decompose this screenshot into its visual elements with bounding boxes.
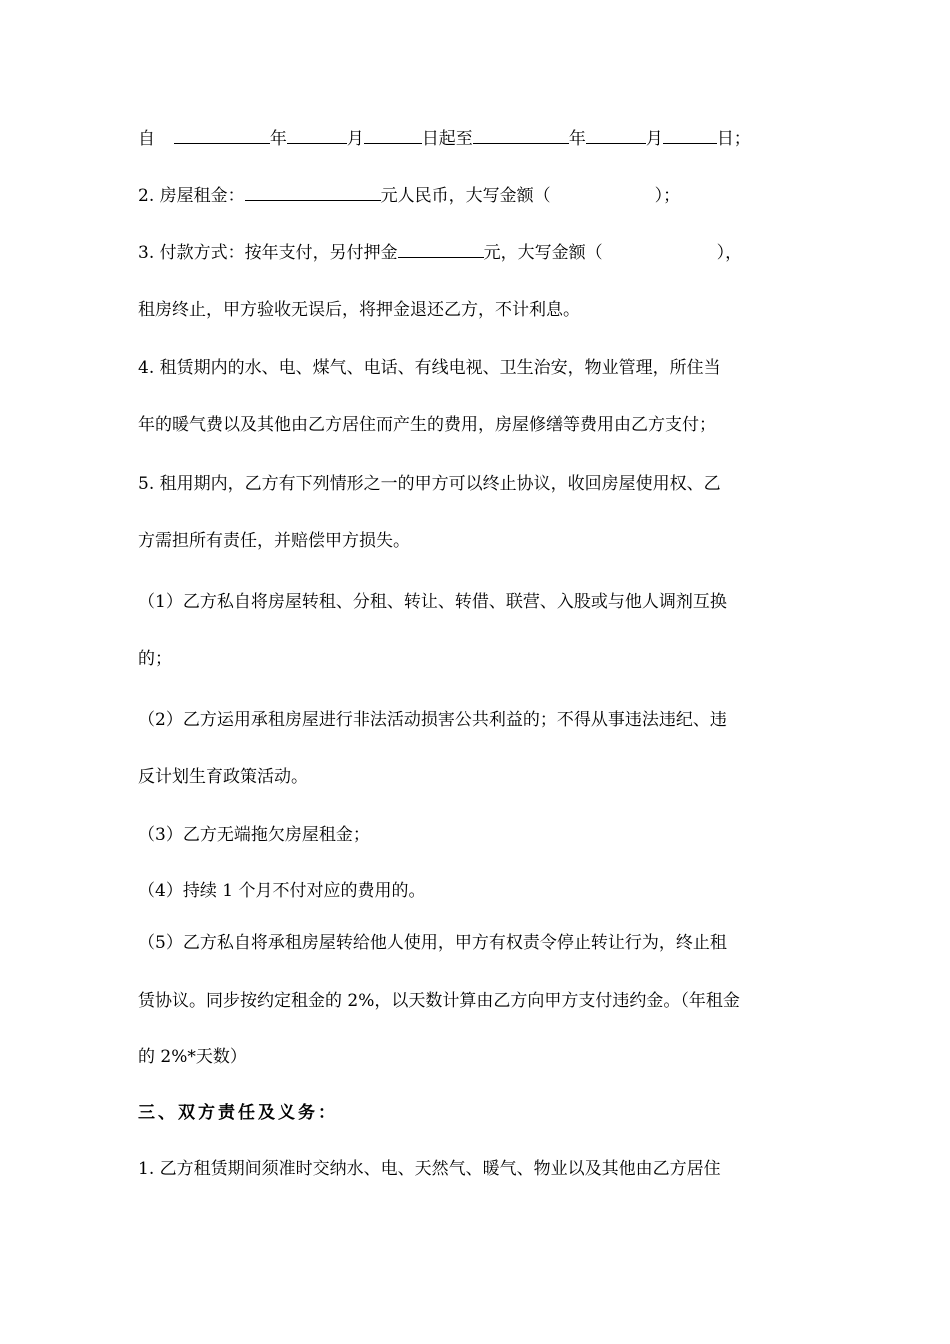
responsibility-1-line: 1. 乙方租赁期间须准时交纳水、电、天然气、暖气、物业以及其他由乙方居住 [138, 1159, 721, 1179]
item-4-line: （4）持续 1 个月不付对应的费用的。 [138, 881, 426, 901]
start-month-blank [287, 127, 347, 144]
rent-label: 2. 房屋租金： [138, 186, 245, 206]
payment-line [138, 241, 818, 265]
clause-5-line-2: 方需担所有责任，并赔偿甲方损失。 [138, 531, 410, 551]
end-month-blank [586, 127, 646, 144]
item-5-line-2: 赁协议。同步按约定租金的 2%，以天数计算由乙方向甲方支付违约金。（年租金 [138, 991, 740, 1011]
item-5-line-1: （5）乙方私自将承租房屋转给他人使用，甲方有权责令停止转让行为，终止租 [138, 933, 727, 953]
item-5-line-3: 的 2%*天数） [138, 1047, 247, 1067]
term-from-label: 自 [138, 129, 155, 149]
rent-line [138, 184, 818, 208]
deposit-close-paren: ）， [716, 243, 743, 263]
item-1-line-1: （1）乙方私自将房屋转租、分租、转让、转借、联营、入股或与他人调剂互换 [138, 592, 727, 612]
year-label: 年 [269, 129, 287, 149]
start-day-blank [364, 127, 422, 144]
deposit-amount-blank [398, 241, 484, 258]
lease-term-line [138, 127, 818, 151]
end-year-blank [473, 127, 569, 144]
deposit-unit-label: 元，大写金额（ [483, 243, 603, 263]
payment-label: 3. 付款方式：按年支付，另付押金 [138, 243, 398, 263]
deposit-return-line: 租房终止，甲方验收无误后，将押金退还乙方，不计利息。 [138, 300, 580, 320]
item-3-line: （3）乙方无端拖欠房屋租金； [138, 825, 370, 845]
end-day-blank [663, 127, 717, 144]
section-heading-responsibilities: 三、双方责任及义务： [138, 1103, 338, 1123]
month-label-2: 月 [645, 129, 663, 149]
clause-4-line-2: 年的暖气费以及其他由乙方居住而产生的费用，房屋修缮等费用由乙方支付； [138, 415, 716, 435]
month-label: 月 [346, 129, 364, 149]
rent-unit-label: 元人民币，大写金额（ [380, 186, 551, 206]
start-year-blank [174, 127, 270, 144]
day-to-label: 日起至 [421, 129, 473, 149]
item-2-line-2: 反计划生育政策活动。 [138, 767, 308, 787]
rent-amount-blank [245, 184, 381, 201]
clause-4-line-1 [138, 356, 818, 380]
clause-4-text-1: 4. 租赁期内的水、电、煤气、电话、有线电视、卫生治安，物业管理，所住当 [138, 358, 721, 378]
item-2-line-1: （2）乙方运用承租房屋进行非法活动损害公共利益的；不得从事违法违纪、违 [138, 710, 727, 730]
day-label-2: 日； [716, 129, 751, 149]
rent-close-paren: ）； [654, 186, 681, 206]
clause-5-line-1: 5. 租用期内，乙方有下列情形之一的甲方可以终止协议，收回房屋使用权、乙 [138, 474, 721, 494]
year-label-2: 年 [568, 129, 586, 149]
item-1-line-2: 的； [138, 649, 172, 669]
